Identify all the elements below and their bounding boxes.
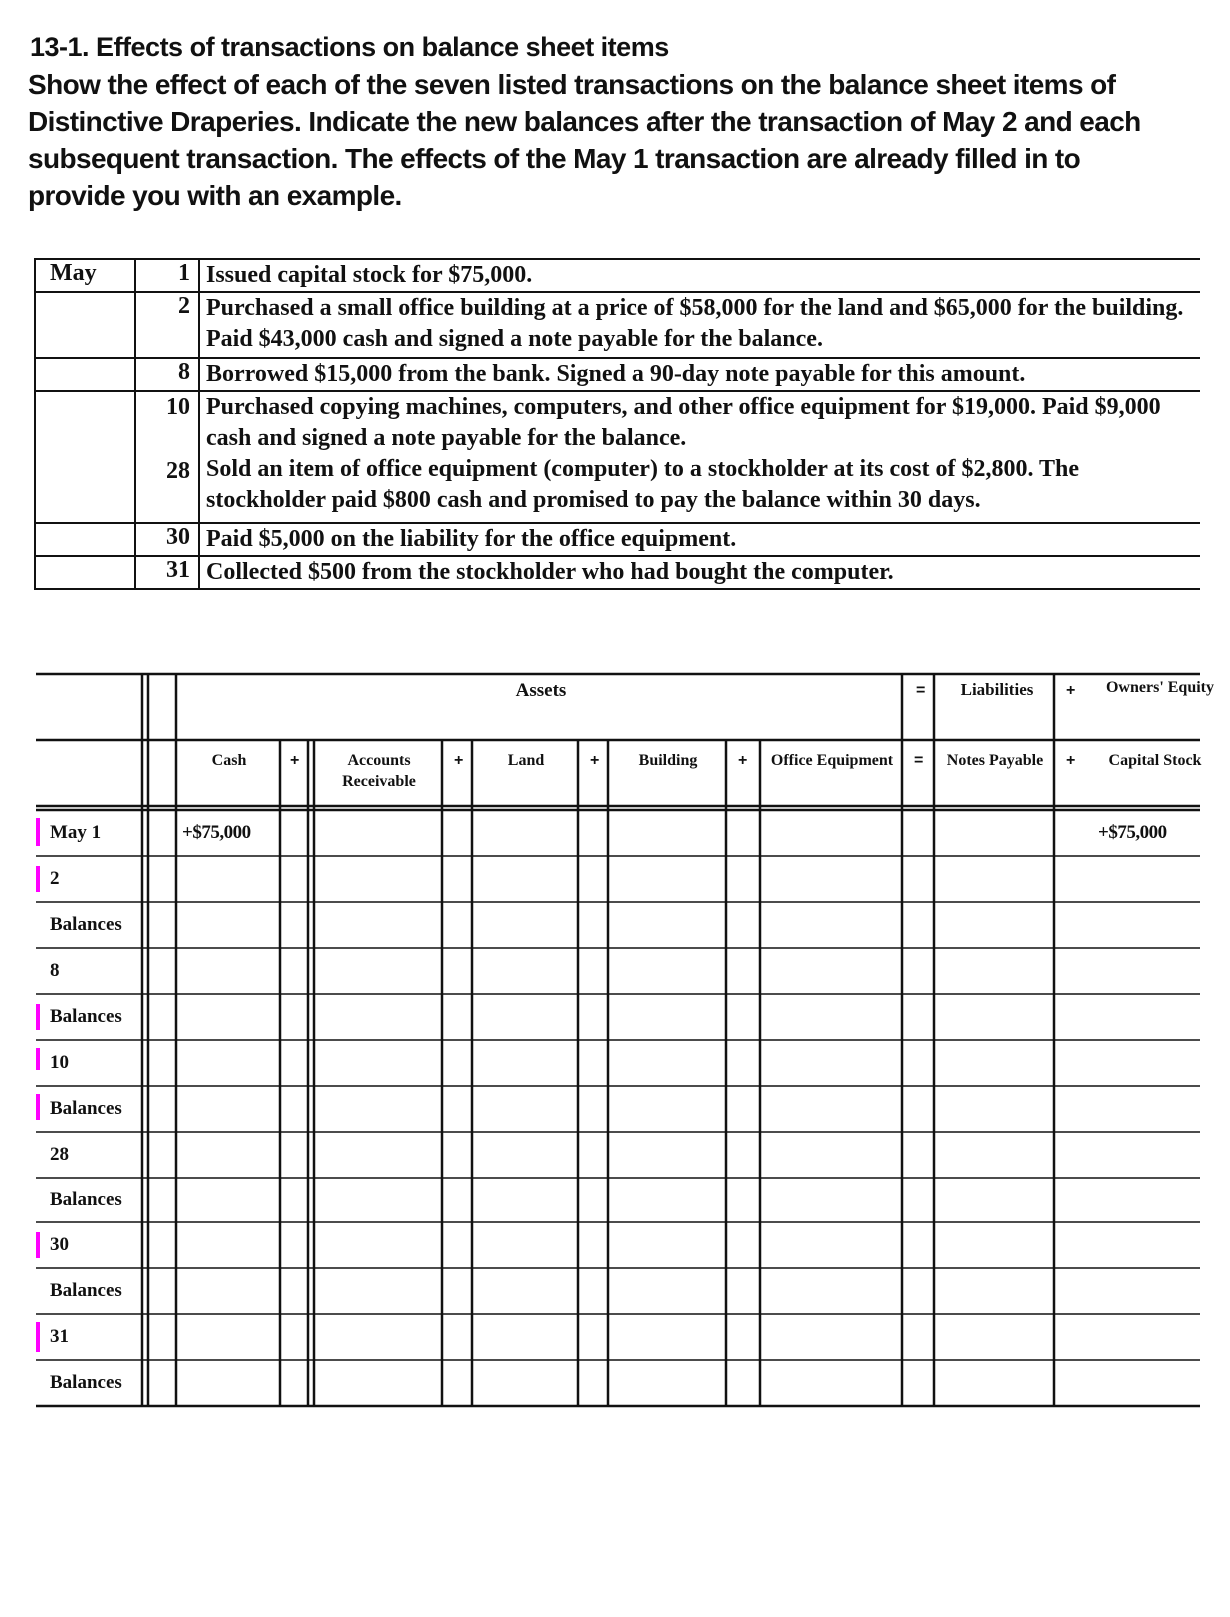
row-label: 31 <box>50 1326 69 1347</box>
margin-mark <box>36 1322 40 1352</box>
row-label: Balances <box>50 1006 122 1027</box>
column-cash: Cash <box>211 752 247 769</box>
transaction-month: May <box>35 259 135 292</box>
transaction-day: 1 <box>135 259 199 292</box>
plus-sign: + <box>590 752 600 769</box>
plus-sign: + <box>1066 752 1076 769</box>
equals-sign: = <box>916 682 926 699</box>
row-label: Balances <box>50 1280 122 1301</box>
transaction-text: Collected $500 from the stockholder who had bought the computer. <box>199 556 1200 589</box>
transaction-text: Purchased copying machines, computers, and other office equipment for $19,000. Paid $9,000 cash and signed a note payable for the balance. <box>206 394 1161 451</box>
column-building: Building <box>638 752 698 769</box>
worksheet-grid-lines <box>36 670 1200 1410</box>
transaction-day: 31 <box>135 556 199 589</box>
plus-sign: + <box>738 752 748 769</box>
month-cell-empty <box>35 523 135 556</box>
transaction-text: Issued capital stock for $75,000. <box>199 259 1200 292</box>
row-label: Balances <box>50 1372 122 1393</box>
margin-mark <box>36 866 40 892</box>
equals-sign: = <box>914 752 924 769</box>
cell-may1-cash: +$75,000 <box>182 822 251 843</box>
problem-title: 13-1. Effects of transactions on balance sheet items <box>30 32 669 62</box>
balance-sheet-worksheet <box>36 670 1214 1410</box>
transaction-day: 30 <box>135 523 199 556</box>
column-capital-stock: Capital Stock <box>1108 752 1202 769</box>
transaction-day: 10 <box>166 394 190 420</box>
margin-mark <box>36 1232 40 1258</box>
problem-instructions: Show the effect of each of the seven listed transactions on the balance sheet items of Distinctive Draperies. Indicate the new balances after the transaction of May 2 and each subsequent transaction. The effects of the May 1 transaction are already filled in to provide you with an example. <box>28 69 1141 211</box>
margin-mark <box>36 1004 40 1030</box>
transaction-day: 2 <box>135 292 199 358</box>
margin-mark <box>36 1094 40 1120</box>
transaction-day: 8 <box>135 358 199 391</box>
row-label: May 1 <box>50 822 102 843</box>
plus-sign: + <box>454 752 464 769</box>
month-cell-empty <box>35 556 135 589</box>
row-label: Balances <box>50 1098 122 1119</box>
month-cell-empty <box>35 292 135 358</box>
plus-sign: + <box>290 752 300 769</box>
transaction-text: Purchased a small office building at a price of $58,000 for the land and $65,000 for the building. Paid $43,000 cash and signed a note payable for the balance. <box>199 292 1200 358</box>
month-cell-empty <box>35 358 135 391</box>
row-label: Balances <box>50 914 122 935</box>
row-label: 8 <box>50 960 60 981</box>
column-office-equipment: Office Equipment <box>770 752 894 769</box>
transaction-text: Paid $5,000 on the liability for the office equipment. <box>199 523 1200 556</box>
column-accounts-receivable: Accounts Receivable <box>342 752 416 790</box>
row-label: 10 <box>50 1052 69 1073</box>
row-label: 28 <box>50 1144 69 1165</box>
column-notes-payable: Notes Payable <box>946 752 1044 769</box>
column-land: Land <box>507 752 545 769</box>
row-label: Balances <box>50 1189 122 1210</box>
plus-sign: + <box>1066 682 1076 699</box>
margin-mark <box>36 1048 40 1070</box>
transaction-day: 28 <box>166 458 190 484</box>
header-owners-equity: Owners' Equity <box>1105 679 1214 696</box>
header-liabilities: Liabilities <box>960 680 1034 699</box>
cell-may1-capital-stock: +$75,000 <box>1098 822 1167 843</box>
transaction-text: Sold an item of office equipment (computer) to a stockholder at its cost of $2,800. The stockholder paid $800 cash and promised to pay the balance within 30 days. <box>206 456 1080 513</box>
transaction-text-stack <box>199 391 1200 523</box>
row-label: 30 <box>50 1234 69 1255</box>
row-label: 2 <box>50 868 60 889</box>
transaction-day-stack <box>135 391 199 523</box>
transaction-text: Borrowed $15,000 from the bank. Signed a 90-day note payable for this amount. <box>199 358 1200 391</box>
transactions-table <box>34 258 1200 590</box>
header-assets: Assets <box>515 680 567 701</box>
margin-mark <box>36 818 40 846</box>
month-cell-empty <box>35 391 135 523</box>
